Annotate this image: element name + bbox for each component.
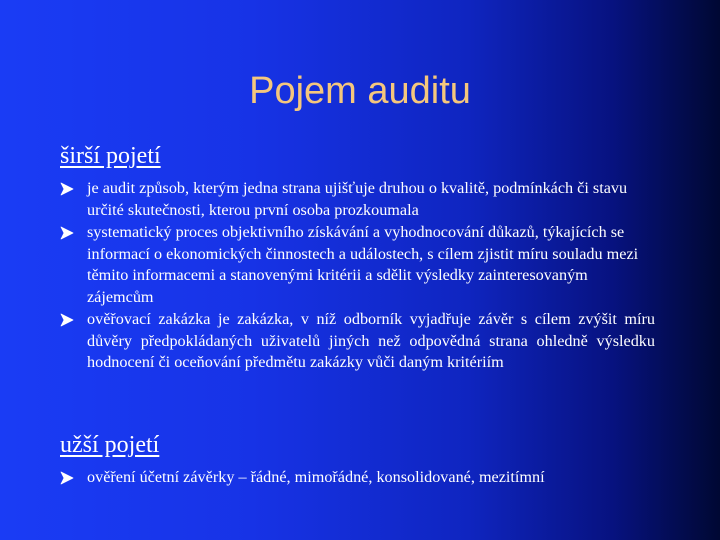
bullet-list-narrow	[60, 467, 655, 489]
bullet-text: je audit způsob, kterým jedna strana ujišťuje druhou o kvalitě, podmínkách či stavu určité skutečnosti, kterou první osoba prozkoumala	[87, 179, 628, 219]
arrow-bullet-icon	[60, 313, 74, 327]
section-heading-broad: širší pojetí	[60, 143, 161, 169]
list-item	[60, 467, 655, 489]
section-heading-narrow: užší pojetí	[60, 432, 160, 458]
list-item	[60, 178, 655, 221]
slide-title-text: Pojem auditu	[249, 70, 471, 112]
bullet-text: systematický proces objektivního získávání a vyhodnocování důkazů, týkajících se informací o ekonomických činnostech a událostech, s cílem zjistit míru souladu mezi těmito informacemi a stanovenými kritérii a sdělit výsledky zainteresovaným zájemcům	[87, 223, 639, 306]
slide-title	[0, 70, 720, 113]
list-item	[60, 309, 655, 374]
bullet-text: ověření účetní závěrky – řádné, mimořádné, konsolidované, mezitímní	[87, 468, 545, 486]
arrow-bullet-icon	[60, 471, 74, 485]
list-item	[60, 222, 655, 308]
arrow-bullet-icon	[60, 226, 74, 240]
bullet-text: ověřovací zakázka je zakázka, v níž odborník vyjadřuje závěr s cílem zvýšit míru důvěry předpokládaných uživatelů jiných než odpovědná strana ohledně výsledku hodnocení či oceňování předmětu zakázky vůči daným kritériím	[87, 310, 655, 371]
bullet-list-broad	[60, 178, 655, 374]
arrow-bullet-icon	[60, 182, 74, 196]
